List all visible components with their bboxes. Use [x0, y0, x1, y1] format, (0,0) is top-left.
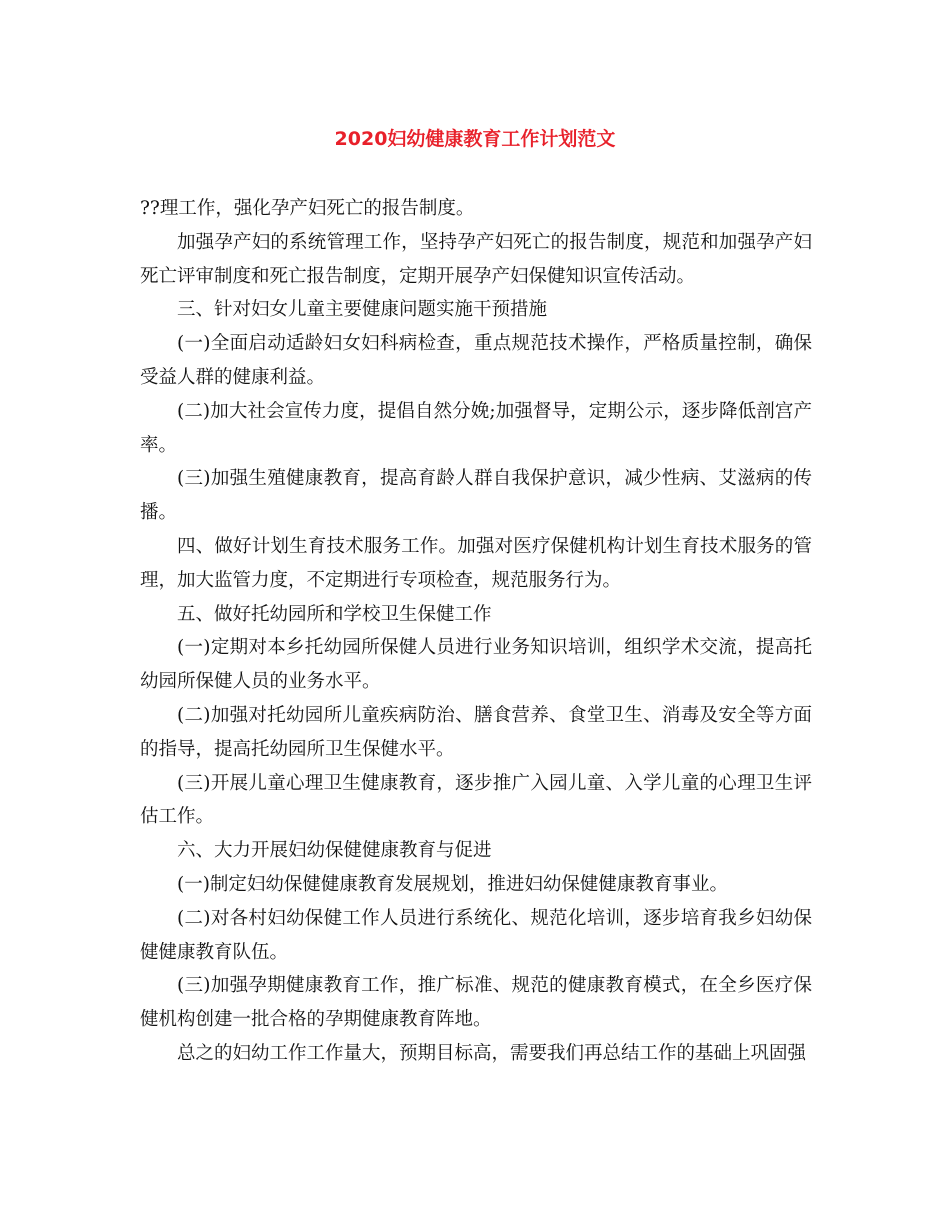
paragraph-6-1: (一)制定妇幼保健健康教育发展规划，推进妇幼保健健康教育事业。 [177, 873, 728, 895]
section-heading-5: 五、做好托幼园所和学校卫生保健工作 [177, 603, 492, 625]
paragraph-3-2: (二)加大社会宣传力度，提倡自然分娩;加强督导，定期公示，逐步降低剖宫产率。 [140, 400, 812, 456]
paragraph-5-3: (三)开展儿童心理卫生健康教育，逐步推广入园儿童、入学儿童的心理卫生评估工作。 [140, 772, 812, 828]
paragraph-2: 加强孕产妇的系统管理工作，坚持孕产妇死亡的报告制度，规范和加强孕产妇死亡评审制度和死亡报告制度，定期开展孕产妇保健知识宣传活动。 [140, 231, 812, 287]
section-heading-3: 三、针对妇女儿童主要健康问题实施干预措施 [177, 299, 548, 321]
paragraph-conclusion: 总之的妇幼工作工作量大，预期目标高，需要我们再总结工作的基础上巩固强 [177, 1042, 807, 1064]
paragraph-3-1: (一)全面启动适龄妇女妇科病检查，重点规范技术操作，严格质量控制，确保受益人群的健康利益。 [140, 333, 812, 388]
document-title: 2020妇幼健康教育工作计划范文 [334, 128, 616, 150]
document-body [140, 192, 812, 1071]
paragraph-5-1: (一)定期对本乡托幼园所保健人员进行业务知识培训，组织学术交流，提高托幼园所保健人员的业务水平。 [140, 637, 812, 693]
section-heading-6: 六、大力开展妇幼保健健康教育与促进 [177, 840, 492, 862]
section-heading-4: 四、做好计划生育技术服务工作。加强对医疗保健机构计划生育技术服务的管理，加大监管力度，不定期进行专项检查，规范服务行为。 [140, 535, 812, 591]
paragraph-6-3: (三)加强孕期健康教育工作，推广标准、规范的健康教育模式，在全乡医疗保健机构创建一批合格的孕期健康教育阵地。 [140, 975, 812, 1031]
paragraph-1: ??理工作，强化孕产妇死亡的报告制度。 [140, 198, 475, 219]
paragraph-6-2: (二)对各村妇幼保健工作人员进行系统化、规范化培训，逐步培育我乡妇幼保健健康教育队伍。 [140, 907, 812, 963]
paragraph-5-2: (二)加强对托幼园所儿童疾病防治、膳食营养、食堂卫生、消毒及安全等方面的指导，提高托幼园所卫生保健水平。 [140, 704, 812, 760]
paragraph-3-3: (三)加强生殖健康教育，提高育龄人群自我保护意识，减少性病、艾滋病的传播。 [140, 468, 812, 524]
